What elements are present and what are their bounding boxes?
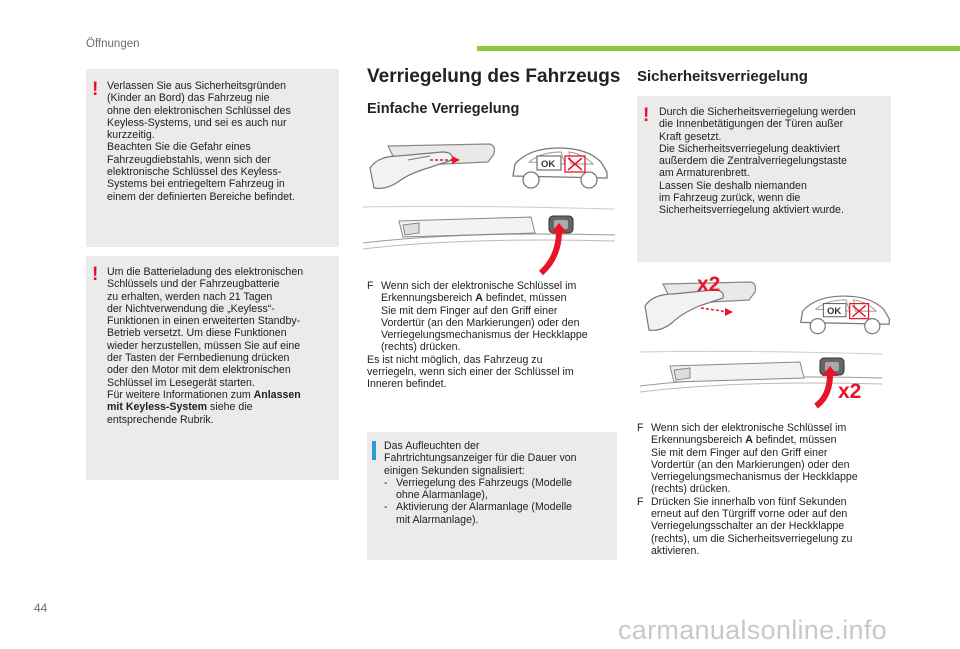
- page-number: 44: [34, 601, 48, 615]
- link-keyless-start: Anlassen mit Keyless-System: [107, 388, 301, 414]
- bullet-text: Wenn sich der elektronische Schlüssel im Erkennungsbereich A befindet, müssen Sie mit dem Finger auf den Griff einer Vordertür (an den Markierungen) oder den Verriegelungsmechanismus der Heckklappe (rechts) drücken.: [381, 280, 588, 354]
- bullet-marker: F: [367, 280, 374, 292]
- warning-paragraph: Verlassen Sie aus Sicherheitsgründen (Kinder an Bord) das Fahrzeug nie ohne den elektronischen Schlüssel des Keyless-Systems, und sei es auch nur kurzzeitig. Beachten Sie die Gefahr eines Fahrzeugdiebstahls, wenn sich der elektronische Schlüssel des Keyless- Systems bei entriegeltem Fahrzeug in einem der definierten Bereiche befindet.: [107, 80, 295, 203]
- ok-label: OK: [827, 306, 842, 317]
- section-accent-bar: [477, 46, 960, 51]
- ok-label: OK: [541, 159, 556, 170]
- warning-paragraph: Um die Batterieladung des elektronischen Schlüssels und der Fahrzeugbatterie zu erhalten, werden nach 21 Tagen der Nichtverwendung die „Keyless“- Funktionen in einen erweiterten Standby- Betrieb versetzt. Um diese Funktionen wieder herzustellen, müssen Sie auf eine der Tasten der Fernbedienung drücken oder den Motor mit dem elektronischen Schlüssel im Lesegerät starten. Für weitere Informationen zum Anlassen mit Keyless-System siehe die entsprechende Rubrik.: [107, 266, 304, 426]
- bullet-item: F Wenn sich der elektronische Schlüssel im Erkennungsbereich A befindet, müssen Sie mit dem Finger auf den Griff einer Vordertür (an den Markierungen) oder den Verriegelungsmechanismus der Heckklappe (rechts) drücken.: [637, 422, 858, 496]
- note-text: Es ist nicht möglich, das Fahrzeug zu verriegeln, wenn sich einer der Schlüssel im Inneren befindet.: [367, 353, 574, 391]
- car-side-illustration: [797, 290, 893, 336]
- warning-icon: !: [92, 264, 99, 285]
- deadlocking-instructions: [637, 422, 897, 557]
- subtitle-deadlocking: Sicherheitsverriegelung: [637, 68, 808, 85]
- x2-label: x2: [697, 273, 721, 296]
- section-label: Öffnungen: [86, 38, 140, 50]
- bullet-item: [367, 280, 622, 354]
- car-side-illustration: [509, 142, 611, 190]
- warning-icon: !: [643, 105, 650, 126]
- info-list-item: - Aktivierung der Alarmanlage (Modelle mit Alarmanlage).: [384, 501, 573, 526]
- warning-icon: !: [92, 79, 99, 100]
- watermark: carmanualsonline.info: [618, 615, 887, 645]
- info-icon: [372, 441, 376, 460]
- x2-label: x2: [838, 380, 862, 403]
- warning-text-deadlocking: Durch die Sicherheitsverriegelung werden die Innenbetätigungen der Türen außer Kraft gesetzt. Die Sicherheitsverriegelung deaktiviert außerdem die Zentralverriegelungstaste am Armaturenbrett. Lassen Sie deshalb niemanden im Fahrzeug zurück, wenn die Sicherheitsverriegelung aktiviert wurde.: [659, 106, 856, 217]
- warning-text-battery: [107, 266, 339, 426]
- page-title: Verriegelung des Fahrzeugs: [367, 66, 621, 87]
- bullet-item: F Drücken Sie innerhalb von fünf Sekunden erneut auf den Türgriff vorne oder auf den Verriegelungsschalter an der Heckklappe (rechts), um die Sicherheitsverriegelung zu aktivieren.: [637, 495, 853, 557]
- tailgate-illustration: [363, 203, 618, 279]
- warning-text-keyless: [107, 80, 337, 203]
- info-list-item: - Verriegelung des Fahrzeugs (Modelle ohne Alarmanlage),: [384, 476, 573, 502]
- subtitle-simple-locking: Einfache Verriegelung: [367, 101, 520, 117]
- door-handle-illustration: [368, 138, 498, 192]
- info-text: Das Aufleuchten der Fahrtrichtungsanzeiger für die Dauer von einigen Sekunden signalisiert: - Verriegelung des Fahrzeugs (Modelle ohne Alarmanlage), - Aktivierung der Alarmanlage (Modelle mit Alarmanlage).: [384, 440, 616, 526]
- simple-locking-instructions: [367, 280, 622, 391]
